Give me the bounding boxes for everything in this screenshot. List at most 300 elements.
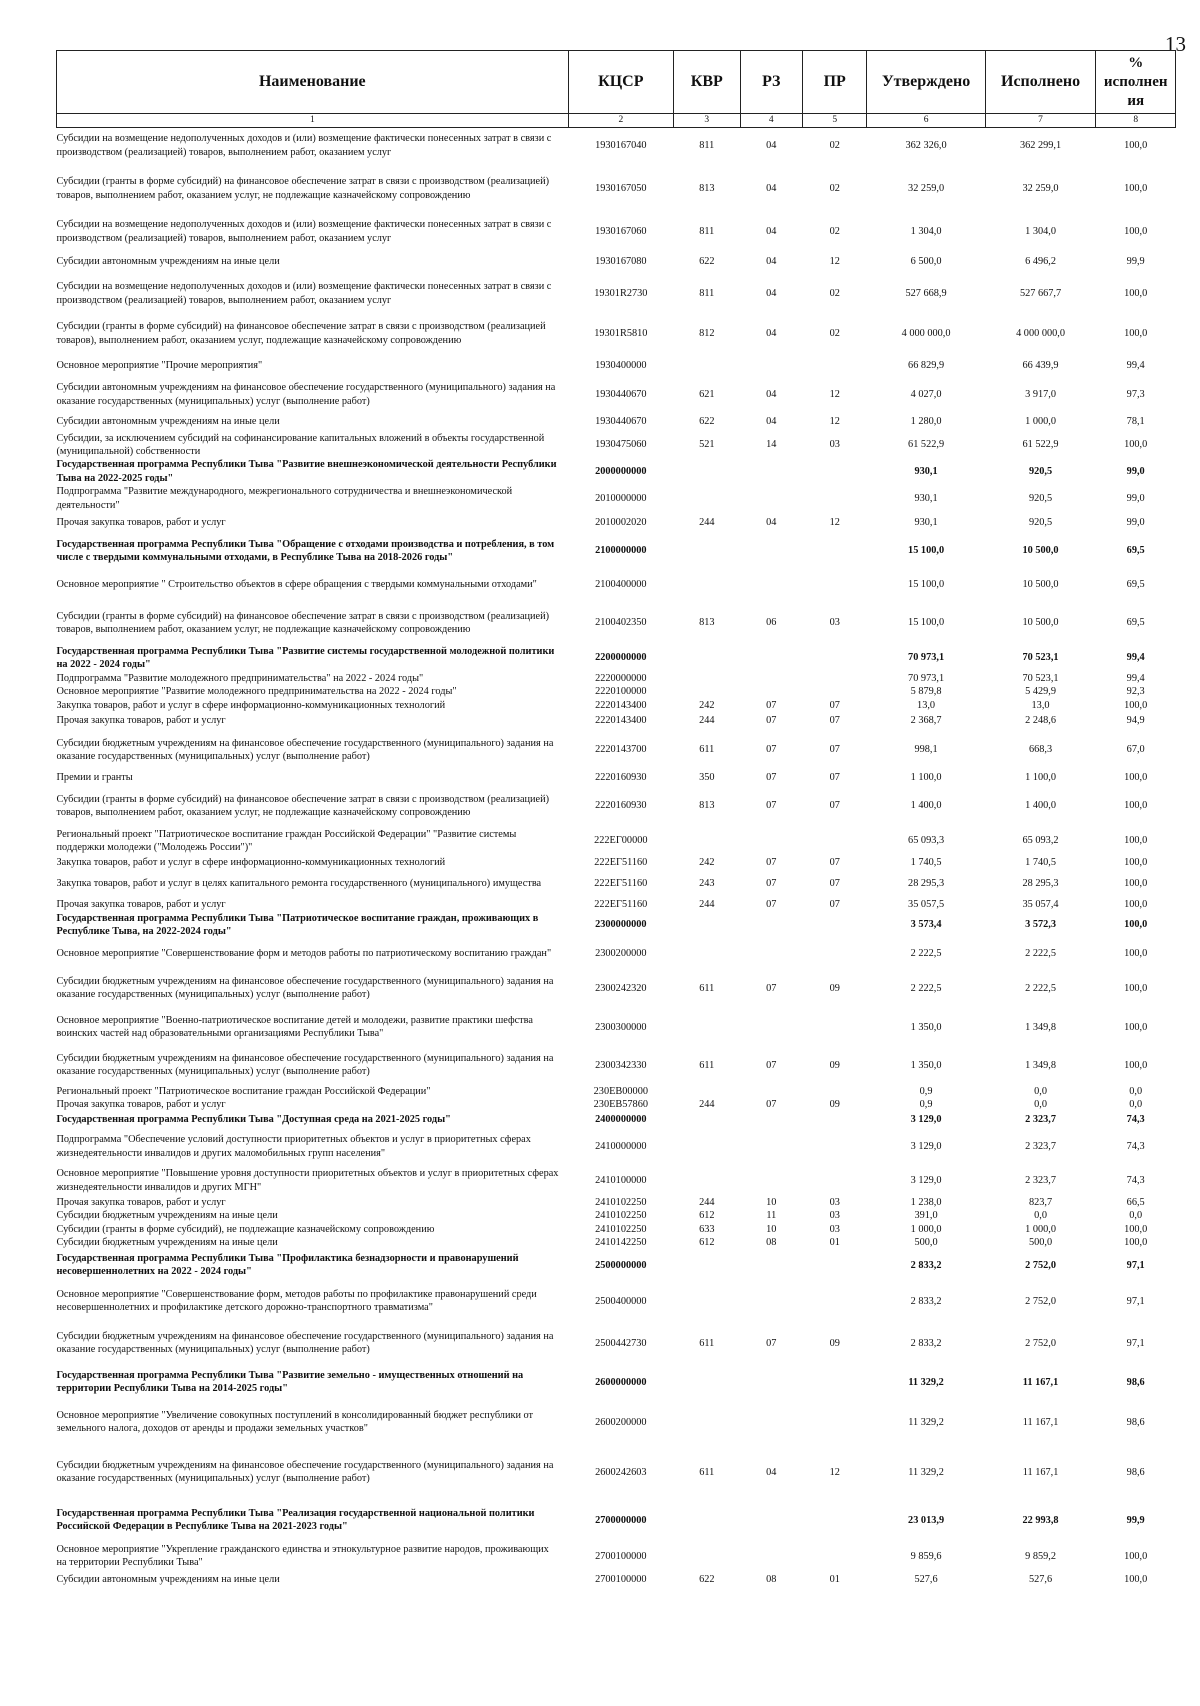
row-rz: 04 xyxy=(766,327,777,339)
row-kvr: 622 xyxy=(699,1573,715,1585)
row-executed: 500,0 xyxy=(1028,1237,1053,1248)
row-kvr xyxy=(673,1084,740,1098)
row-pr: 07 xyxy=(829,772,840,784)
row-kvr xyxy=(673,534,740,568)
row-executed: 2 752,0 xyxy=(1025,1337,1056,1349)
row-rz xyxy=(740,568,802,602)
column-number: 8 xyxy=(1096,114,1176,128)
row-approved: 70 973,1 xyxy=(908,652,945,664)
row-kvr xyxy=(673,1541,740,1571)
row-approved: 1 238,0 xyxy=(910,1196,942,1208)
row-name: Государственная программа Республики Тыва "Развитие земельно - имущественных отношений на территории Республики Тыва на 2014-2025 годы" xyxy=(56,1370,524,1395)
row-executed: 527 667,7 xyxy=(1019,287,1062,299)
row-approved: 11 329,2 xyxy=(908,1376,944,1388)
row-rz xyxy=(740,1112,802,1128)
row-percent: 100,0 xyxy=(1124,182,1148,194)
row-name: Прочая закупка товаров, работ и услуг xyxy=(56,899,226,911)
row-approved: 1 350,0 xyxy=(910,1021,942,1033)
row-approved: 3 129,0 xyxy=(910,1175,942,1187)
row-kvr: 611 xyxy=(699,1466,715,1478)
row-percent: 0,0 xyxy=(1129,1210,1143,1222)
row-approved: 4 027,0 xyxy=(910,388,942,400)
row-approved: 70 973,1 xyxy=(908,672,945,684)
row-kvr: 811 xyxy=(699,287,715,299)
row-kvr: 612 xyxy=(699,1210,715,1222)
row-percent: 69,5 xyxy=(1126,579,1145,591)
row-percent: 99,0 xyxy=(1126,517,1145,529)
table-row xyxy=(57,214,1176,250)
row-percent: 100,0 xyxy=(1124,919,1148,931)
row-percent: 100,0 xyxy=(1124,878,1148,890)
row-kvr: 242 xyxy=(699,857,715,869)
row-pr: 12 xyxy=(829,517,840,529)
budget-execution-table xyxy=(56,50,1176,1587)
row-percent: 100,0 xyxy=(1124,327,1148,339)
row-rz: 07 xyxy=(766,744,777,756)
row-kvr xyxy=(673,826,740,856)
row-name: Государственная программа Республики Тыва "Развитие системы государственной молодежной политики на 2022 - 2024 годы" xyxy=(56,645,555,670)
row-pr: 02 xyxy=(829,327,840,339)
table-row xyxy=(57,685,1176,698)
row-rz xyxy=(740,1281,802,1321)
row-executed: 9 859,2 xyxy=(1025,1550,1056,1562)
row-kvr: 611 xyxy=(699,1337,715,1349)
row-name: Прочая закупка товаров, работ и услуг xyxy=(56,1099,226,1111)
row-name: Премии и гранты xyxy=(56,772,133,784)
table-row xyxy=(57,458,1176,485)
row-pr: 02 xyxy=(829,182,840,194)
header-name: Наименование xyxy=(57,51,569,114)
row-name: Основное мероприятие "Совершенствование форм и методов работы по патриотическому воспитанию граждан" xyxy=(56,947,552,959)
row-kcsr: 2220143400 xyxy=(595,715,647,727)
row-approved: 1 400,0 xyxy=(910,800,942,812)
row-name: Прочая закупка товаров, работ и услуг xyxy=(56,1196,226,1208)
row-rz: 07 xyxy=(766,1337,777,1349)
row-kvr xyxy=(673,938,740,968)
row-rz xyxy=(740,672,802,685)
row-rz xyxy=(740,685,802,698)
row-kcsr: 2600200000 xyxy=(595,1416,647,1428)
row-executed: 2 222,5 xyxy=(1025,982,1056,994)
row-executed: 1 400,0 xyxy=(1025,800,1056,812)
table-row xyxy=(57,826,1176,856)
row-approved: 930,1 xyxy=(914,492,938,504)
row-kcsr: 2410100000 xyxy=(595,1175,647,1187)
row-kvr xyxy=(673,568,740,602)
table-row xyxy=(57,1249,1176,1281)
row-approved: 65 093,3 xyxy=(908,835,945,847)
row-percent: 99,9 xyxy=(1126,255,1145,267)
row-pr: 07 xyxy=(829,699,840,711)
row-executed: 1 000,0 xyxy=(1025,415,1056,427)
row-approved: 4 000 000,0 xyxy=(901,327,951,339)
row-kvr: 813 xyxy=(699,182,715,194)
row-kvr xyxy=(673,1281,740,1321)
row-approved: 0,9 xyxy=(919,1099,933,1111)
row-percent: 100,0 xyxy=(1124,1573,1148,1585)
column-number: 7 xyxy=(985,114,1096,128)
row-kcsr: 1930167060 xyxy=(595,225,647,237)
row-percent: 74,3 xyxy=(1126,1175,1145,1187)
row-approved: 15 100,0 xyxy=(908,545,945,557)
row-rz xyxy=(740,826,802,856)
row-name: Государственная программа Республики Тыва "Профилактика безнадзорности и правонарушений несовершеннолетних на 2022 - 2024 годы" xyxy=(56,1253,519,1278)
table-row xyxy=(57,274,1176,314)
row-rz: 07 xyxy=(766,715,777,727)
row-approved: 15 100,0 xyxy=(908,579,945,591)
row-percent: 100,0 xyxy=(1124,140,1148,152)
row-percent: 100,0 xyxy=(1124,1223,1148,1235)
row-rz: 07 xyxy=(766,772,777,784)
row-kvr: 350 xyxy=(699,772,715,784)
page-number: 13 xyxy=(1165,32,1186,56)
row-kvr xyxy=(673,1499,740,1541)
column-number: 4 xyxy=(740,114,802,128)
row-rz xyxy=(740,912,802,939)
row-rz: 07 xyxy=(766,699,777,711)
row-percent: 97,3 xyxy=(1126,388,1145,400)
row-percent: 100,0 xyxy=(1124,857,1148,869)
row-percent: 97,1 xyxy=(1126,1337,1145,1349)
row-percent: 98,6 xyxy=(1126,1466,1145,1478)
row-approved: 1 000,0 xyxy=(910,1223,942,1235)
row-executed: 66 439,9 xyxy=(1022,359,1059,371)
row-name: Субсидии бюджетным учреждениям на финансовое обеспечение государственного (муниципального) задания на оказание государственных (муниципальных) услуг (выполнение работ) xyxy=(56,1331,554,1356)
row-approved: 2 222,5 xyxy=(910,982,942,994)
row-kcsr: 2220000000 xyxy=(595,672,647,684)
row-approved: 3 573,4 xyxy=(910,919,942,931)
table-row xyxy=(57,699,1176,712)
table-row xyxy=(57,1236,1176,1249)
row-kcsr: 222ЕГ00000 xyxy=(594,835,648,847)
table-row xyxy=(57,870,1176,898)
row-rz: 07 xyxy=(766,857,777,869)
row-rz: 04 xyxy=(766,225,777,237)
row-pr xyxy=(802,1281,866,1321)
row-pr xyxy=(802,485,866,512)
row-name: Основное мероприятие "Прочие мероприятия" xyxy=(56,359,263,371)
row-name: Прочая закупка товаров, работ и услуг xyxy=(56,517,226,529)
row-kcsr: 2010002020 xyxy=(595,517,647,529)
row-percent: 0,0 xyxy=(1129,1085,1143,1097)
row-kcsr: 2100000000 xyxy=(595,545,647,557)
table-row xyxy=(57,1098,1176,1111)
row-approved: 1 304,0 xyxy=(910,225,942,237)
row-approved: 391,0 xyxy=(914,1210,938,1222)
row-kvr: 244 xyxy=(699,1196,715,1208)
row-name: Субсидии (гранты в форме субсидий), не подлежащие казначейскому сопровождению xyxy=(56,1223,435,1235)
row-kvr: 244 xyxy=(699,715,715,727)
column-number: 3 xyxy=(673,114,740,128)
row-name: Государственная программа Республики Тыва "Развитие внешнеэкономической деятельности Республики Тыва на 2022-2025 годы" xyxy=(56,459,557,484)
row-kvr: 244 xyxy=(699,899,715,911)
row-rz: 11 xyxy=(766,1210,777,1222)
table-row xyxy=(57,1166,1176,1196)
row-executed: 1 000,0 xyxy=(1025,1223,1056,1235)
row-pr: 03 xyxy=(829,617,840,629)
row-executed: 0,0 xyxy=(1034,1099,1047,1111)
row-rz xyxy=(740,1541,802,1571)
row-rz xyxy=(740,458,802,485)
row-executed: 2 752,0 xyxy=(1025,1259,1056,1271)
row-kcsr: 2300242320 xyxy=(595,982,647,994)
row-percent: 100,0 xyxy=(1124,439,1148,451)
row-percent: 97,1 xyxy=(1126,1259,1145,1271)
table-row xyxy=(57,968,1176,1008)
row-name: Основное мероприятие "Военно-патриотическое воспитание детей и молодежи, развитие практики шефства воинских частей над образовательными организациями Республики Тыва" xyxy=(56,1014,533,1040)
row-kcsr: 2300300000 xyxy=(595,1021,647,1033)
row-approved: 0,9 xyxy=(919,1085,933,1097)
row-kvr xyxy=(673,1365,740,1399)
row-approved: 3 129,0 xyxy=(910,1141,942,1153)
row-pr: 02 xyxy=(829,287,840,299)
row-kcsr: 2100402350 xyxy=(595,617,647,629)
table-row xyxy=(57,1365,1176,1399)
row-kcsr: 2400000000 xyxy=(595,1114,647,1126)
row-name: Прочая закупка товаров, работ и услуг xyxy=(56,715,226,727)
row-rz: 08 xyxy=(766,1573,777,1585)
row-kcsr: 2300200000 xyxy=(595,947,647,959)
row-pr xyxy=(802,1128,866,1166)
row-pr: 09 xyxy=(829,1059,840,1071)
row-pr xyxy=(802,938,866,968)
row-rz: 10 xyxy=(766,1223,777,1235)
row-executed: 2 248,6 xyxy=(1025,715,1056,727)
row-name: Субсидии автономным учреждениям на финансовое обеспечение государственного (муниципального) задания на оказание государственных (муниципальных) услуг (выполнение работ) xyxy=(56,382,556,407)
row-name: Субсидии на возмещение недополученных доходов и (или) возмещение фактически понесенных затрат в связи с производством (реализацией) товаров, выполнением работ, оказанием услуг xyxy=(56,281,552,306)
row-pr: 12 xyxy=(829,255,840,267)
row-pr xyxy=(802,1399,866,1445)
table-row xyxy=(57,1445,1176,1499)
row-rz: 06 xyxy=(766,617,777,629)
row-kvr: 633 xyxy=(699,1223,715,1235)
row-kvr: 244 xyxy=(699,517,715,529)
row-kcsr: 2300342330 xyxy=(595,1059,647,1071)
table-row xyxy=(57,128,1176,164)
row-approved: 998,1 xyxy=(914,744,938,756)
row-pr xyxy=(802,568,866,602)
row-percent: 69,5 xyxy=(1126,545,1145,557)
row-name: Субсидии бюджетным учреждениям на иные цели xyxy=(56,1237,278,1248)
row-percent: 94,9 xyxy=(1126,715,1145,727)
row-name: Государственная программа Республики Тыва "Доступная среда на 2021-2025 годы" xyxy=(56,1114,451,1126)
row-executed: 2 323,7 xyxy=(1025,1141,1056,1153)
row-rz: 04 xyxy=(766,517,777,529)
row-pr xyxy=(802,672,866,685)
row-kvr xyxy=(673,1399,740,1445)
header-percent-sign: % xyxy=(1128,54,1144,71)
row-approved: 66 829,9 xyxy=(908,359,945,371)
row-rz: 07 xyxy=(766,800,777,812)
row-pr xyxy=(802,685,866,698)
row-kvr xyxy=(673,1166,740,1196)
row-executed: 61 522,9 xyxy=(1022,439,1059,451)
row-percent: 0,0 xyxy=(1129,1099,1143,1111)
row-kvr: 622 xyxy=(699,415,715,427)
table-row xyxy=(57,354,1176,378)
row-kvr xyxy=(673,485,740,512)
row-approved: 5 879,8 xyxy=(910,686,942,698)
row-name: Субсидии (гранты в форме субсидий) на финансовое обеспечение затрат в связи с производством (реализацией) товаров, выполнением работ, оказанием услуг, не подлежащие казначейскому сопровождению xyxy=(56,793,550,819)
table-row xyxy=(57,898,1176,911)
row-executed: 4 000 000,0 xyxy=(1016,327,1065,339)
row-kcsr: 1930167080 xyxy=(595,255,647,267)
row-kvr xyxy=(673,1008,740,1046)
row-percent: 97,1 xyxy=(1126,1295,1145,1307)
table-row xyxy=(57,568,1176,602)
row-kcsr: 222ЕГ51160 xyxy=(594,878,648,890)
row-executed: 2 323,7 xyxy=(1025,1114,1056,1126)
row-approved: 11 329,2 xyxy=(908,1466,944,1478)
row-executed: 920,5 xyxy=(1028,466,1053,478)
row-name: Основное мероприятие "Совершенствование форм, методов работы по профилактике правонарушений среди несовершеннолетних и профилактике детского дорожно-транспортного травматизма" xyxy=(56,1289,537,1314)
row-pr xyxy=(802,534,866,568)
row-rz: 04 xyxy=(766,140,777,152)
row-pr xyxy=(802,354,866,378)
row-kvr: 611 xyxy=(699,744,715,756)
row-kvr xyxy=(673,644,740,672)
column-number: 1 xyxy=(57,114,569,128)
row-pr xyxy=(802,1084,866,1098)
header-approved: Утверждено xyxy=(867,51,985,114)
row-pr: 07 xyxy=(829,878,840,890)
row-pr xyxy=(802,1166,866,1196)
table-row xyxy=(57,1008,1176,1046)
row-rz: 07 xyxy=(766,878,777,890)
row-rz xyxy=(740,1008,802,1046)
row-rz: 08 xyxy=(766,1237,777,1248)
row-percent: 100,0 xyxy=(1124,800,1148,812)
table-body xyxy=(57,128,1176,1588)
row-name: Субсидии на возмещение недополученных доходов и (или) возмещение фактически понесенных затрат в связи с производством (реализацией) товаров, выполнением работ, оказанием услуг xyxy=(56,219,552,244)
row-executed: 10 500,0 xyxy=(1022,545,1059,557)
row-executed: 362 299,1 xyxy=(1019,140,1062,152)
row-executed: 2 222,5 xyxy=(1025,947,1056,959)
table-row xyxy=(57,1084,1176,1098)
row-executed: 2 323,7 xyxy=(1025,1175,1056,1187)
table-row xyxy=(57,1541,1176,1571)
row-kcsr: 2410000000 xyxy=(595,1141,647,1153)
row-pr xyxy=(802,912,866,939)
row-pr: 02 xyxy=(829,140,840,152)
row-kcsr: 1930167050 xyxy=(595,182,647,194)
row-name: Субсидии, за исключением субсидий на софинансирование капитальных вложений в объекты государственной (муниципальной) собственности xyxy=(56,432,545,457)
row-executed: 1 100,0 xyxy=(1025,772,1056,784)
row-kcsr: 2500400000 xyxy=(595,1295,647,1307)
row-pr: 07 xyxy=(829,800,840,812)
table-row xyxy=(57,1223,1176,1236)
row-rz: 07 xyxy=(766,899,777,911)
row-rz xyxy=(740,1128,802,1166)
row-pr: 03 xyxy=(829,1196,840,1208)
row-kcsr: 2010000000 xyxy=(595,492,647,504)
row-percent: 74,3 xyxy=(1126,1114,1145,1126)
row-executed: 28 295,3 xyxy=(1022,878,1059,890)
header-percent-word: исполнен xyxy=(1103,73,1168,90)
row-kcsr: 2220143700 xyxy=(595,744,647,756)
header-percent-word-end: ия xyxy=(1127,92,1145,109)
row-percent: 99,0 xyxy=(1126,492,1145,504)
row-rz xyxy=(740,644,802,672)
row-kcsr: 2220100000 xyxy=(595,686,647,698)
header-percent xyxy=(1096,51,1176,114)
row-percent: 99,4 xyxy=(1126,359,1145,371)
row-name: Основное мероприятие "Повышение уровня доступности приоритетных объектов и услуг в приоритетных сферах жизнедеятельности инвалидов и других МГН" xyxy=(56,1168,559,1193)
row-pr: 01 xyxy=(829,1573,840,1585)
row-percent: 100,0 xyxy=(1124,1059,1148,1071)
row-kcsr: 1930440670 xyxy=(595,388,647,400)
row-percent: 98,6 xyxy=(1126,1376,1145,1388)
row-pr xyxy=(802,1365,866,1399)
table-row xyxy=(57,314,1176,354)
row-kcsr: 2700000000 xyxy=(595,1514,647,1526)
row-percent: 100,0 xyxy=(1124,225,1148,237)
row-kcsr: 1930475060 xyxy=(595,439,647,451)
row-executed: 32 259,0 xyxy=(1022,182,1059,194)
row-executed: 823,7 xyxy=(1028,1196,1053,1208)
table-row xyxy=(57,712,1176,730)
table-row xyxy=(57,1128,1176,1166)
row-kcsr: 2500442730 xyxy=(595,1337,647,1349)
row-rz: 07 xyxy=(766,1059,777,1071)
row-rz xyxy=(740,938,802,968)
row-kcsr: 222ЕГ51160 xyxy=(594,857,648,869)
row-name: Субсидии (гранты в форме субсидий) на финансовое обеспечение затрат в связи с производством (реализацией) товаров, выполнением работ, оказанием услуг, не подлежащие казначейскому сопровождению xyxy=(56,176,550,201)
row-kcsr: 1930167040 xyxy=(595,140,647,152)
row-approved: 35 057,5 xyxy=(908,899,945,911)
column-number: 5 xyxy=(802,114,866,128)
table-row xyxy=(57,512,1176,534)
row-executed: 11 167,1 xyxy=(1022,1416,1059,1428)
table-row xyxy=(57,485,1176,512)
row-executed: 1 304,0 xyxy=(1025,225,1056,237)
table-row xyxy=(57,412,1176,432)
row-kcsr: 2220143400 xyxy=(595,699,647,711)
row-approved: 2 222,5 xyxy=(910,947,942,959)
row-kvr xyxy=(673,672,740,685)
row-approved: 28 295,3 xyxy=(908,878,945,890)
row-name: Закупка товаров, работ и услуг в сфере информационно-коммуникационных технологий xyxy=(56,857,446,869)
row-percent: 100,0 xyxy=(1124,947,1148,959)
row-approved: 930,1 xyxy=(914,466,938,478)
row-executed: 1 349,8 xyxy=(1025,1021,1056,1033)
row-pr: 03 xyxy=(829,1210,840,1222)
row-executed: 6 496,2 xyxy=(1025,255,1056,267)
row-pr xyxy=(802,826,866,856)
row-name: Субсидии (гранты в форме субсидий) на финансовое обеспечение затрат в связи с производством (реализацией товаров), выполнением работ, оказанием услуг, подлежащие казначейскому сопровождению xyxy=(56,321,546,346)
row-executed: 3 572,3 xyxy=(1025,919,1056,931)
row-rz: 04 xyxy=(766,388,777,400)
row-percent: 78,1 xyxy=(1126,415,1145,427)
row-pr: 09 xyxy=(829,982,840,994)
row-pr: 07 xyxy=(829,744,840,756)
row-executed: 3 917,0 xyxy=(1025,388,1056,400)
row-executed: 10 500,0 xyxy=(1022,617,1059,629)
row-name: Субсидии автономным учреждениям на иные цели xyxy=(56,415,280,427)
row-name: Подпрограмма "Развитие молодежного предпринимательства" на 2022 - 2024 годы" xyxy=(56,672,424,684)
row-kvr: 811 xyxy=(699,140,715,152)
row-kvr xyxy=(673,685,740,698)
row-pr xyxy=(802,1112,866,1128)
row-percent: 100,0 xyxy=(1124,699,1148,711)
row-executed: 668,3 xyxy=(1028,744,1053,756)
row-rz xyxy=(740,354,802,378)
row-pr: 03 xyxy=(829,439,840,451)
row-executed: 920,5 xyxy=(1028,492,1053,504)
row-percent: 99,9 xyxy=(1126,1514,1145,1526)
table-row xyxy=(57,1499,1176,1541)
row-kvr: 242 xyxy=(699,699,715,711)
